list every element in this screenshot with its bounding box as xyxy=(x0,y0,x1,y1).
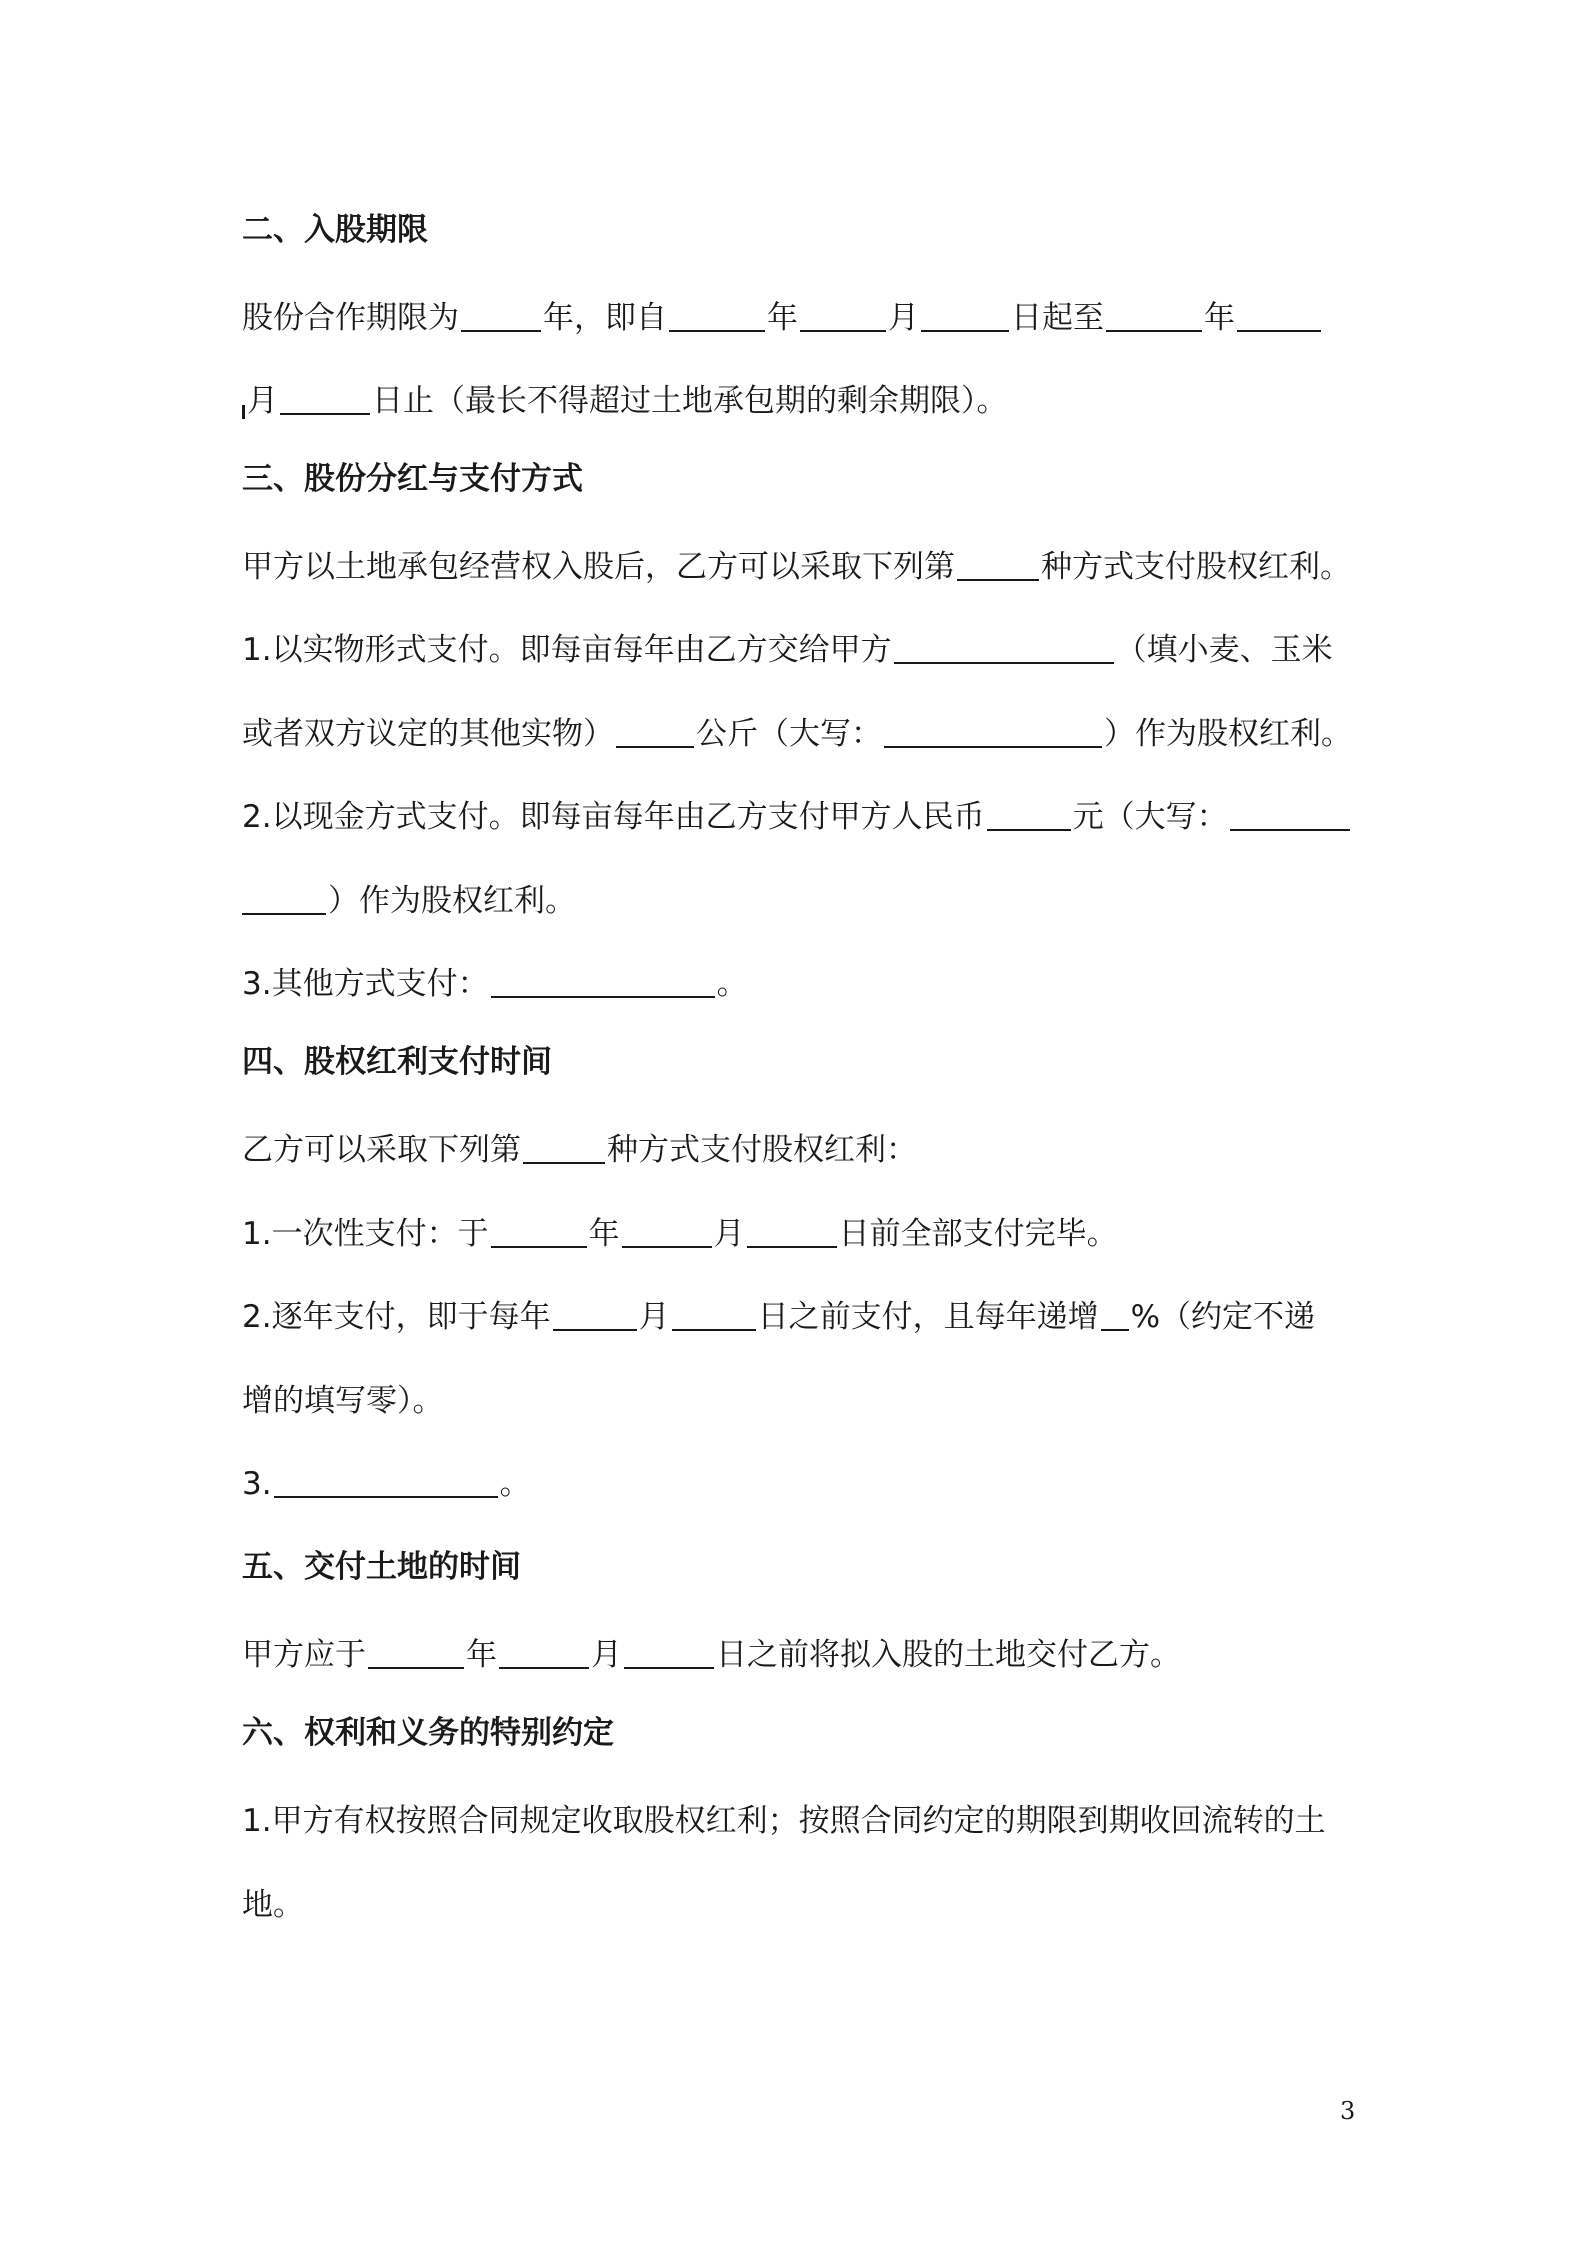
paragraph-term-period: 股份合作期限为 年，即自 年 月 日起至 年 xyxy=(242,297,1362,339)
section-heading-land-delivery: 五、交付土地的时间 xyxy=(242,1549,521,1585)
underline-tick xyxy=(242,405,245,419)
paragraph-land-delivery: 甲方应于 年 月 日之前将拟入股的土地交付乙方。 xyxy=(242,1637,1181,1673)
list-item-in-kind-cont: 或者双方议定的其他实物） 公斤（大写： ）作为股权红利。 xyxy=(242,716,1352,752)
blank-field[interactable] xyxy=(553,1297,637,1331)
list-item-cash: 2.以现金方式支付。即每亩每年由乙方支付甲方人民币 元（大写： xyxy=(242,796,1362,838)
blank-field[interactable] xyxy=(616,714,694,748)
blank-field[interactable] xyxy=(280,381,370,415)
blank-field[interactable] xyxy=(987,797,1071,831)
list-item-annual: 2.逐年支付，即于每年 月 日之前支付，且每年递增 %（约定不递 xyxy=(242,1299,1316,1335)
blank-field[interactable] xyxy=(274,1464,498,1498)
blank-field[interactable] xyxy=(1237,298,1321,332)
list-item-party-a-rights: 1.甲方有权按照合同规定收取股权红利；按照合同约定的期限到期收回流转的土 xyxy=(242,1803,1326,1839)
blank-field[interactable] xyxy=(800,298,886,332)
list-item-other: 3.其他方式支付： 。 xyxy=(242,966,748,1002)
blank-field[interactable] xyxy=(491,964,715,998)
blank-field[interactable] xyxy=(894,630,1114,664)
list-item-in-kind: 1.以实物形式支付。即每亩每年由乙方交给甲方 （填小麦、玉米 xyxy=(242,632,1333,668)
section-heading-dividend: 三、股份分红与支付方式 xyxy=(242,461,583,497)
blank-field[interactable] xyxy=(461,298,541,332)
blank-field[interactable] xyxy=(622,1214,712,1248)
blank-field[interactable] xyxy=(242,881,326,915)
list-item-cash-cont: ）作为股权红利。 xyxy=(242,880,1362,922)
blank-field[interactable] xyxy=(368,1635,464,1669)
list-item-lump-sum: 1.一次性支付：于 年 月 日前全部支付完毕。 xyxy=(242,1216,1118,1252)
blank-field[interactable] xyxy=(669,298,765,332)
paragraph-dividend-intro: 甲方以土地承包经营权入股后，乙方可以采取下列第 种方式支付股权红利。 xyxy=(242,549,1351,585)
blank-field[interactable] xyxy=(1106,298,1202,332)
blank-field[interactable] xyxy=(747,1214,837,1248)
blank-field[interactable] xyxy=(1230,797,1350,831)
blank-field[interactable] xyxy=(499,1635,589,1669)
blank-field[interactable] xyxy=(1101,1297,1129,1331)
section-heading-term: 二、入股期限 xyxy=(242,212,428,248)
list-item-custom: 3. 。 xyxy=(242,1466,531,1502)
blank-field[interactable] xyxy=(884,714,1102,748)
section-heading-payment-time: 四、股权红利支付时间 xyxy=(242,1044,552,1080)
blank-field[interactable] xyxy=(957,547,1039,581)
list-item-party-a-rights-cont: 地。 xyxy=(242,1887,304,1923)
blank-field[interactable] xyxy=(523,1130,605,1164)
list-item-annual-cont: 增的填写零）。 xyxy=(242,1383,444,1419)
blank-field[interactable] xyxy=(491,1214,587,1248)
page-number: 3 xyxy=(1340,2097,1356,2125)
blank-field[interactable] xyxy=(672,1297,756,1331)
section-heading-special-terms: 六、权利和义务的特别约定 xyxy=(242,1715,614,1751)
paragraph-term-period-end: 月 日止（最长不得超过土地承包期的剩余期限）。 xyxy=(242,380,1362,422)
blank-field[interactable] xyxy=(624,1635,714,1669)
paragraph-payment-intro: 乙方可以采取下列第 种方式支付股权红利： xyxy=(242,1132,917,1168)
blank-field[interactable] xyxy=(921,298,1009,332)
